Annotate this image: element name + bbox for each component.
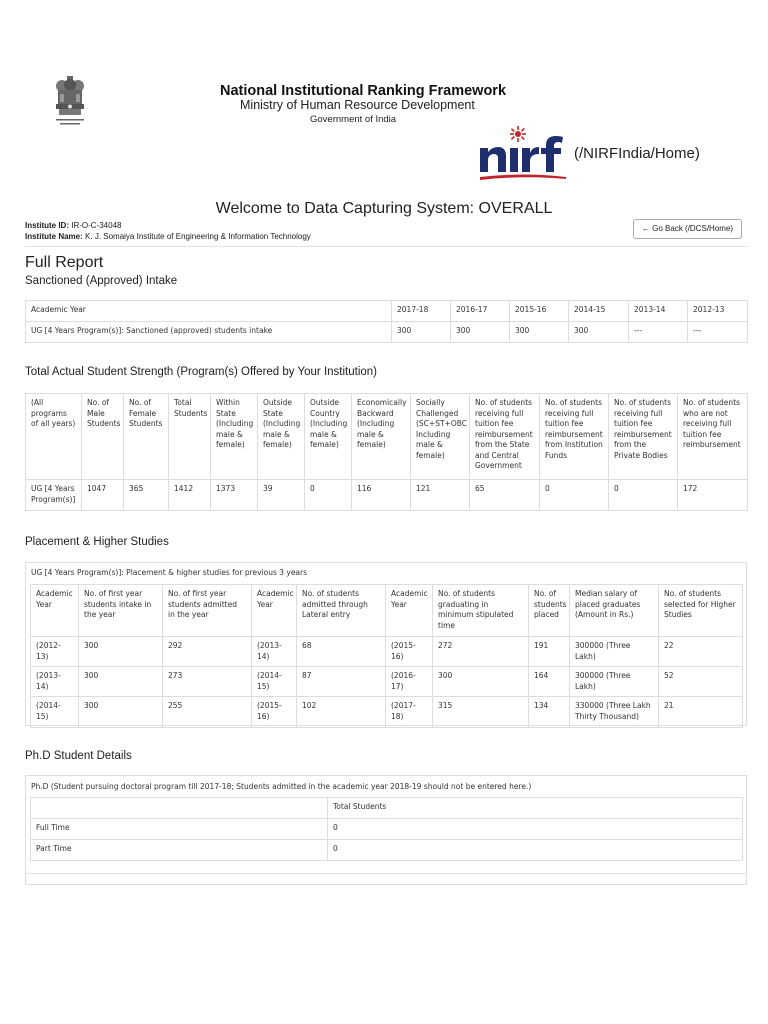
table-cell: 1412: [169, 480, 211, 511]
table-cell: 22: [659, 637, 743, 667]
institute-id-value: IR-O-C-34048: [71, 221, 122, 230]
table-header-cell: Outside Country (Including male & female): [305, 394, 352, 480]
table-header-cell: 2014-15: [569, 301, 629, 322]
table-header-cell: No. of first year students admitted in the year: [163, 585, 252, 637]
table-cell: (2012-13): [31, 637, 79, 667]
table-cell: Part Time: [31, 840, 328, 861]
table-cell: 272: [433, 637, 529, 667]
placement-section-title: Placement & Higher Studies: [25, 536, 169, 548]
table-header-cell: No. of Female Students: [124, 394, 169, 480]
strength-section-title: Total Actual Student Strength (Program(s) Offered by Your Institution): [25, 366, 378, 378]
table-header-cell: No. of students receiving full tuition fee reimbursement from Institution Funds: [540, 394, 609, 480]
table-cell: 315: [433, 697, 529, 728]
table-cell: 300: [569, 322, 629, 343]
welcome-title: Welcome to Data Capturing System: OVERALL: [215, 200, 553, 217]
nirf-home-link[interactable]: (/NIRFIndia/Home): [574, 145, 700, 162]
table-cell: 0: [328, 819, 743, 840]
intake-section-title: Sanctioned (Approved) Intake: [25, 275, 178, 287]
table-header-cell: Within State (Including male & female): [211, 394, 258, 480]
page-header: [0, 0, 768, 195]
table-cell: 116: [352, 480, 411, 511]
table-cell: 365: [124, 480, 169, 511]
table-cell: 1047: [82, 480, 124, 511]
table-cell: 0: [540, 480, 609, 511]
table-header-row: [26, 394, 748, 480]
table-cell: 255: [163, 697, 252, 728]
table-cell: (2015-16): [386, 637, 433, 667]
table-header-row: [31, 798, 743, 819]
table-header-cell: No. of students receiving full tuition fee reimbursement from the Private Bodies: [609, 394, 678, 480]
table-header-cell: Total Students: [169, 394, 211, 480]
table-cell: UG [4 Years Program(s)]: Sanctioned (approved) students intake: [26, 322, 392, 343]
table-header-cell: [31, 798, 328, 819]
table-cell: 0: [328, 840, 743, 861]
institute-id: [25, 221, 121, 230]
table-header-cell: No. of students receiving full tuition fee reimbursement from the State and Central Government: [470, 394, 540, 480]
table-cell: ---: [688, 322, 748, 343]
table-row: [26, 322, 748, 343]
table-header-cell: 2012-13: [688, 301, 748, 322]
table-header-cell: No. of first year students intake in the year: [79, 585, 163, 637]
table-cell: 87: [297, 667, 386, 697]
table-header-cell: No. of students selected for Higher Studies: [659, 585, 743, 637]
table-row: [31, 667, 743, 697]
table-cell: 300: [79, 697, 163, 728]
table-row: [31, 840, 743, 861]
table-cell: (2014-15): [252, 667, 297, 697]
state-emblem-icon: [50, 72, 90, 134]
table-cell: (2016-17): [386, 667, 433, 697]
government-name: Government of India: [310, 114, 397, 125]
table-header-cell: Socially Challenged (SC+ST+OBC Including male & female): [411, 394, 470, 480]
table-cell: 300: [451, 322, 510, 343]
table-header-cell: No. of students admitted through Lateral entry: [297, 585, 386, 637]
placement-subtitle: UG [4 Years Program(s)]: Placement & higher studies for previous 3 years: [31, 568, 308, 577]
table-cell: 292: [163, 637, 252, 667]
table-cell: (2017-18): [386, 697, 433, 728]
table-cell: 65: [470, 480, 540, 511]
table-header-cell: Academic Year: [386, 585, 433, 637]
table-cell: 330000 (Three Lakh Thirty Thousand): [570, 697, 659, 728]
table-header-cell: No. of students placed: [529, 585, 570, 637]
phd-table: [30, 797, 743, 861]
table-header-cell: Academic Year: [26, 301, 392, 322]
phd-section-title: Ph.D Student Details: [25, 750, 132, 762]
table-cell: 300: [433, 667, 529, 697]
table-cell: 300000 (Three Lakh): [570, 637, 659, 667]
table-header-cell: Academic Year: [252, 585, 297, 637]
table-header-cell: Median salary of placed graduates (Amount in Rs.): [570, 585, 659, 637]
intake-table: [25, 300, 748, 343]
table-cell: 300: [392, 322, 451, 343]
table-cell: 52: [659, 667, 743, 697]
table-header-cell: Outside State (Including male & female): [258, 394, 305, 480]
phd-subtitle: Ph.D (Student pursuing doctoral program till 2017-18; Students admitted in the academic year 2018-19 should not be entered here.): [31, 782, 532, 791]
table-cell: (2013-14): [252, 637, 297, 667]
table-header-cell: No. of students who are not receiving full tuition fee reimbursement: [678, 394, 748, 480]
table-header-cell: Economically Backward (Including male & female): [352, 394, 411, 480]
table-header-cell: No. of students graduating in minimum stipulated time: [433, 585, 529, 637]
placement-table: [30, 584, 743, 728]
table-header-cell: No. of Male Students: [82, 394, 124, 480]
table-row: [31, 697, 743, 728]
table-cell: 300: [510, 322, 569, 343]
table-cell: (2015-16): [252, 697, 297, 728]
table-cell: 300000 (Three Lakh): [570, 667, 659, 697]
institute-id-label: Institute ID:: [25, 221, 69, 230]
institute-name-label: Institute Name:: [25, 232, 83, 241]
institute-name: [25, 232, 311, 241]
table-header-cell: Total Students: [328, 798, 743, 819]
table-header-row: [26, 301, 748, 322]
table-row: [31, 637, 743, 667]
institute-name-value: K. J. Somaiya Institute of Engineering & Information Technology: [85, 232, 311, 241]
divider: [25, 246, 747, 247]
table-cell: 1373: [211, 480, 258, 511]
table-cell: (2013-14): [31, 667, 79, 697]
divider: [25, 873, 747, 874]
table-row: [26, 480, 748, 511]
table-header-row: [31, 585, 743, 637]
table-row: [31, 819, 743, 840]
table-cell: 172: [678, 480, 748, 511]
table-cell: Full Time: [31, 819, 328, 840]
table-cell: 134: [529, 697, 570, 728]
table-cell: 300: [79, 667, 163, 697]
nirf-logo-icon[interactable]: [478, 124, 572, 184]
table-cell: 0: [305, 480, 352, 511]
table-cell: 300: [79, 637, 163, 667]
strength-table: [25, 393, 748, 511]
table-cell: 68: [297, 637, 386, 667]
report-title: Full Report: [25, 254, 104, 271]
table-header-cell: Academic Year: [31, 585, 79, 637]
table-cell: 164: [529, 667, 570, 697]
table-cell: 191: [529, 637, 570, 667]
table-cell: 39: [258, 480, 305, 511]
table-cell: (2014-15): [31, 697, 79, 728]
table-header-cell: 2013-14: [629, 301, 688, 322]
table-cell: 273: [163, 667, 252, 697]
table-cell: 121: [411, 480, 470, 511]
ministry-name: Ministry of Human Resource Development: [240, 98, 475, 112]
table-cell: ---: [629, 322, 688, 343]
table-header-cell: 2015-16: [510, 301, 569, 322]
table-cell: 21: [659, 697, 743, 728]
table-header-cell: 2017-18: [392, 301, 451, 322]
table-cell: UG [4 Years Program(s)]: [26, 480, 82, 511]
table-header-cell: (All programs of all years): [26, 394, 82, 480]
table-header-cell: 2016-17: [451, 301, 510, 322]
go-back-button[interactable]: ← Go Back (/DCS/Home): [633, 219, 742, 239]
org-title: National Institutional Ranking Framework: [220, 83, 507, 99]
table-cell: 0: [609, 480, 678, 511]
table-cell: 102: [297, 697, 386, 728]
